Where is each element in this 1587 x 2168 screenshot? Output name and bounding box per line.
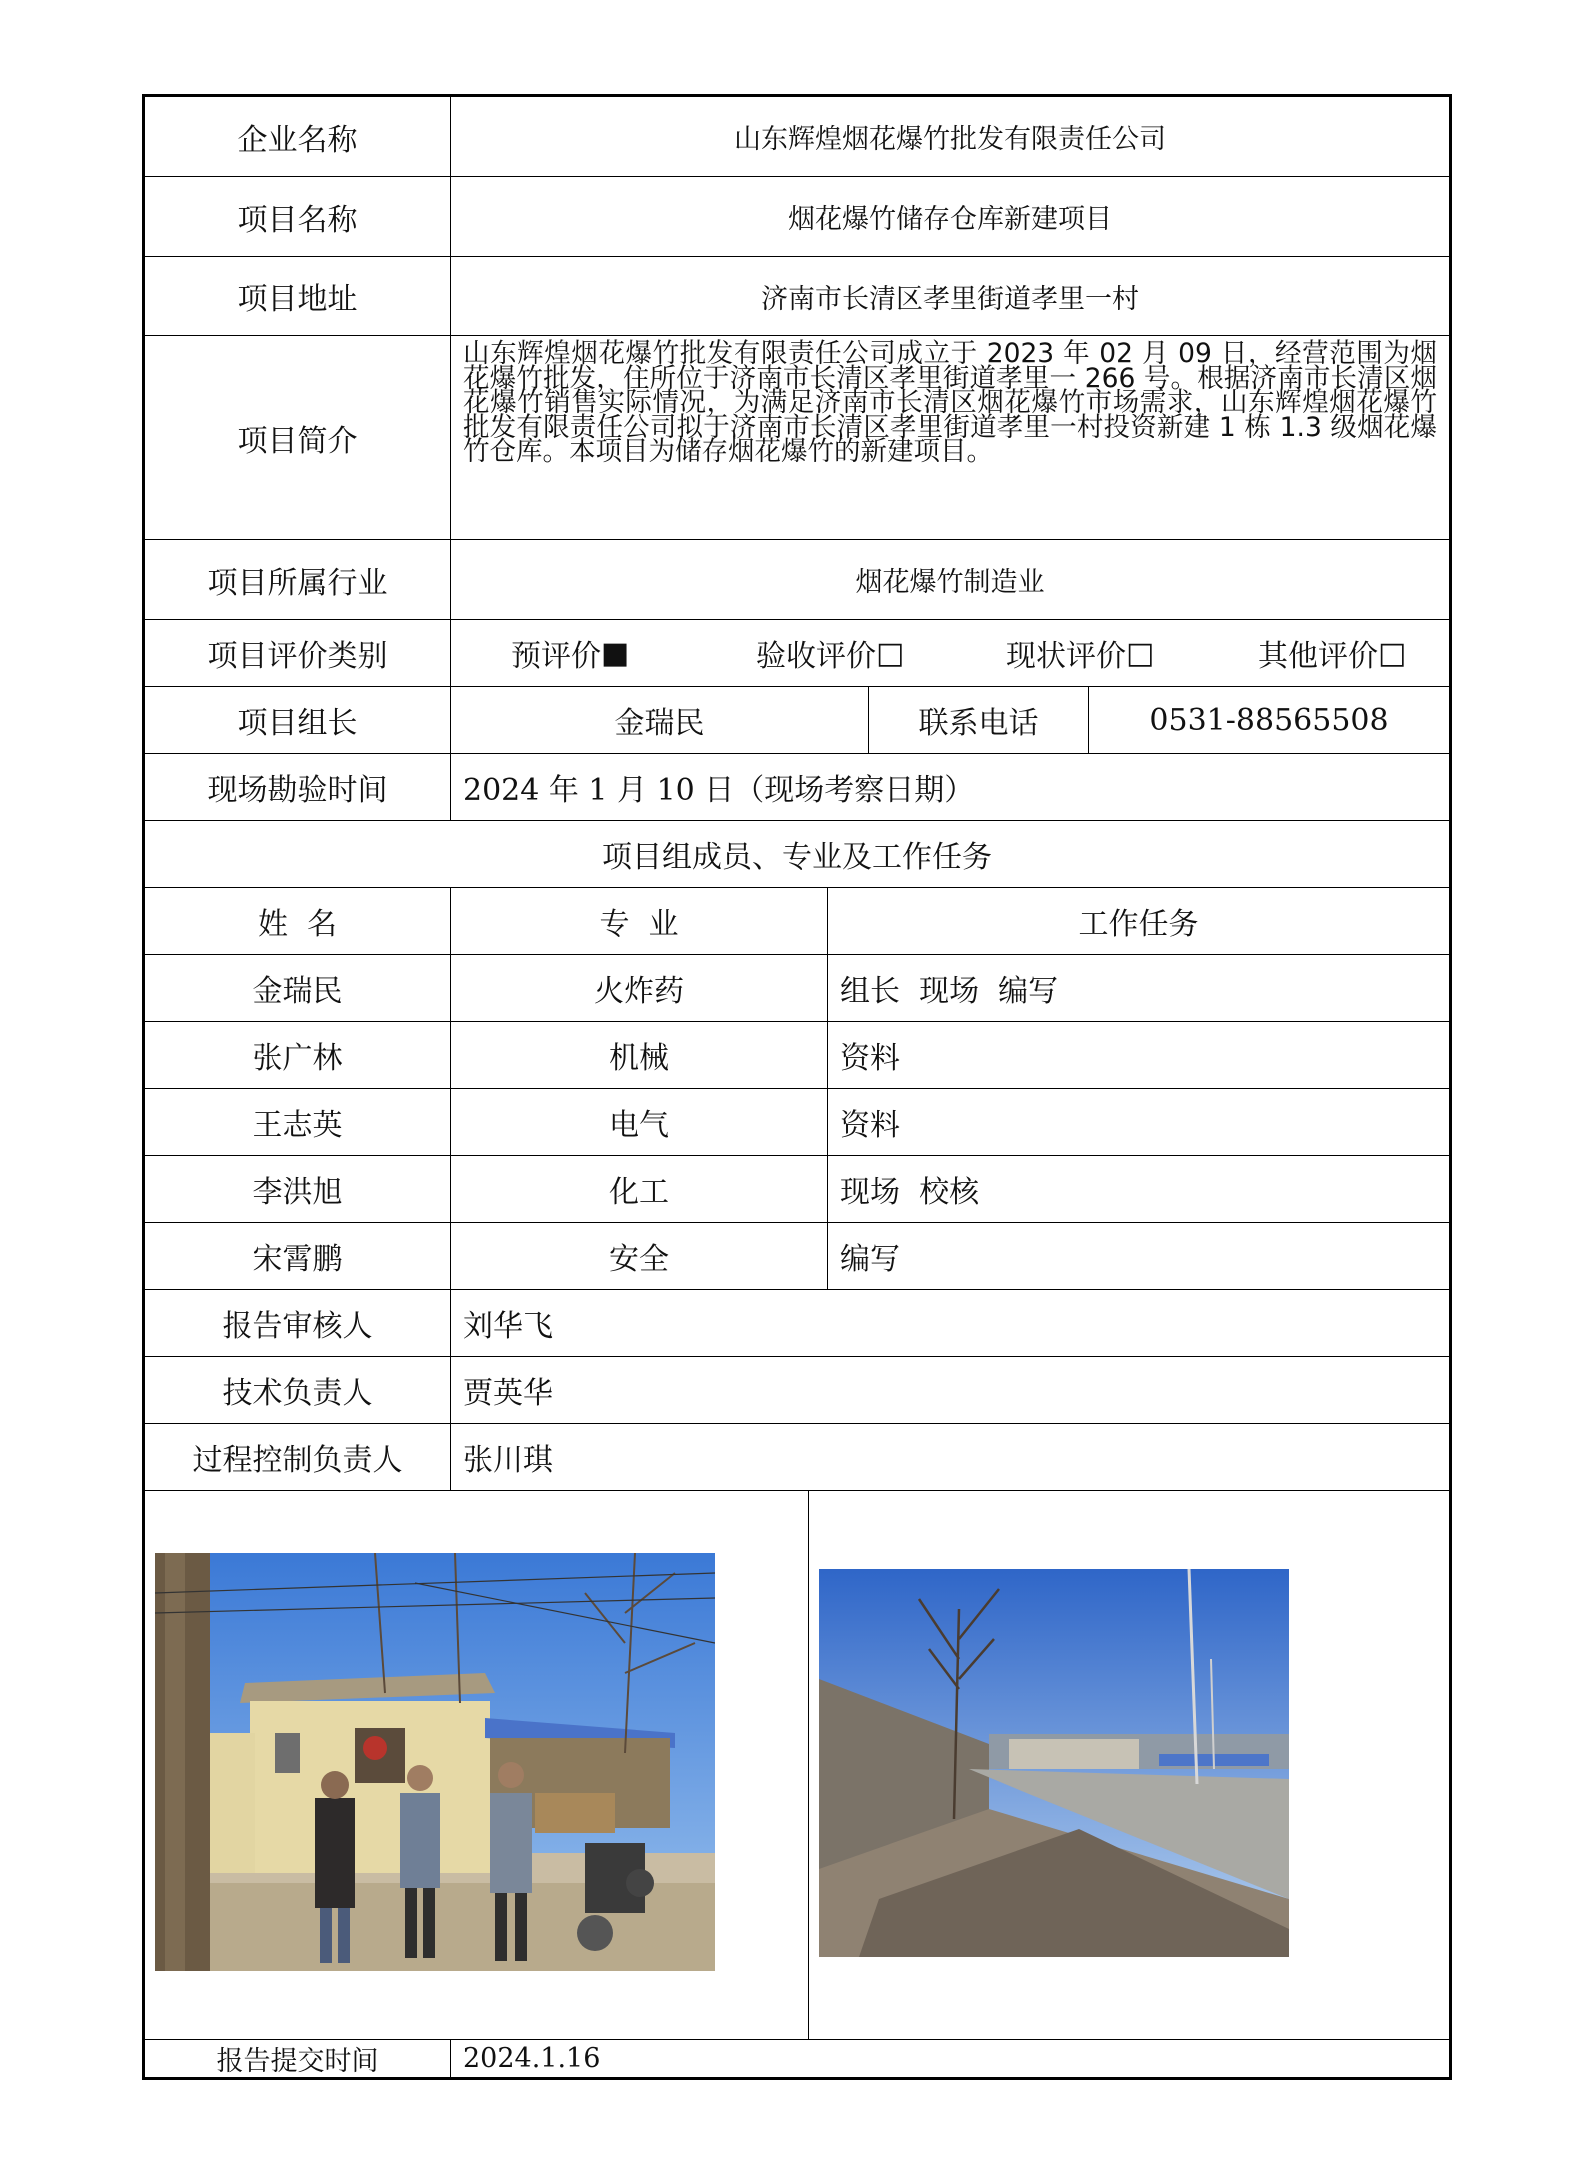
member-name: 张广林 bbox=[252, 1041, 343, 1076]
member-task: 资料 bbox=[827, 1022, 1449, 1088]
table-row bbox=[145, 1156, 1449, 1223]
member-task: 资料 bbox=[827, 1089, 1449, 1155]
row-project-name bbox=[145, 177, 1449, 257]
row-members-title bbox=[145, 821, 1449, 888]
member-task: 编写 bbox=[827, 1223, 1449, 1289]
header-major: 专 业 bbox=[450, 888, 827, 954]
submit-time-label: 报告提交时间 bbox=[216, 2046, 379, 2077]
option-other-evaluation-label: 其他评价 bbox=[1258, 639, 1378, 674]
member-name: 宋霄鹏 bbox=[252, 1242, 343, 1277]
row-project-address bbox=[145, 257, 1449, 336]
survey-time-value: 2024 年 1 月 10 日（现场考察日期） bbox=[450, 754, 1449, 820]
member-name: 王志英 bbox=[252, 1108, 343, 1143]
row-evaluation-type bbox=[145, 620, 1449, 687]
row-site-photos bbox=[145, 1491, 1449, 2040]
member-major: 化工 bbox=[450, 1156, 827, 1222]
row-reviewer bbox=[145, 1290, 1449, 1357]
project-address-value: 济南市长清区孝里街道孝里一村 bbox=[450, 257, 1449, 335]
company-name: 山东辉煌烟花爆竹批发有限责任公司 bbox=[450, 97, 1449, 176]
reviewer-label: 报告审核人 bbox=[222, 1309, 373, 1344]
table-row bbox=[145, 955, 1449, 1022]
table-row bbox=[145, 1089, 1449, 1156]
checkbox-filled-icon: ■ bbox=[601, 635, 630, 671]
option-pre-evaluation[interactable] bbox=[511, 620, 629, 686]
member-name: 李洪旭 bbox=[252, 1175, 343, 1210]
leader-label: 项目组长 bbox=[237, 706, 358, 741]
option-pre-evaluation-label: 预评价 bbox=[511, 639, 601, 674]
evaluation-type-label: 项目评价类别 bbox=[207, 639, 388, 674]
project-intro-text: 山东辉煌烟花爆竹批发有限责任公司成立于 2023 年 02 月 09 日，经营范围为烟花爆竹批发，住所位于济南市长清区孝里街道孝里一 266 号。根据济南市长清区烟花爆竹销售实际情况，为满足济南市长清区烟花爆竹市场需求，山东辉煌烟花爆竹批发有限责任公司拟于济南市长清区孝里街道孝里一村投资新建 1 栋 1.3 级烟花爆竹仓库。本项目为储存烟花爆竹的新建项目。 bbox=[450, 336, 1449, 539]
photo-cell-right bbox=[808, 1491, 1449, 2039]
phone-value: 0531-88565508 bbox=[1088, 687, 1449, 753]
member-major: 安全 bbox=[450, 1223, 827, 1289]
project-name-label: 项目名称 bbox=[237, 202, 358, 238]
header-name: 姓 名 bbox=[257, 907, 338, 942]
phone-label: 联系电话 bbox=[868, 687, 1088, 753]
option-acceptance-evaluation[interactable] bbox=[756, 620, 904, 686]
survey-time-label: 现场勘验时间 bbox=[207, 773, 388, 808]
process-lead-value: 张川琪 bbox=[450, 1424, 1449, 1490]
industry-label: 项目所属行业 bbox=[207, 565, 388, 601]
company-label: 企业名称 bbox=[237, 122, 358, 158]
row-survey-time bbox=[145, 754, 1449, 821]
tech-lead-label: 技术负责人 bbox=[222, 1376, 373, 1411]
member-task: 现场 校核 bbox=[827, 1156, 1449, 1222]
row-tech-lead bbox=[145, 1357, 1449, 1424]
site-photo-road bbox=[819, 1569, 1289, 1957]
checkbox-empty-icon: □ bbox=[876, 635, 905, 671]
site-photo-team bbox=[155, 1553, 715, 1971]
evaluation-type-options bbox=[450, 620, 1449, 686]
member-task: 组长 现场 编写 bbox=[827, 955, 1449, 1021]
row-industry bbox=[145, 540, 1449, 620]
project-name-value: 烟花爆竹储存仓库新建项目 bbox=[450, 177, 1449, 256]
table-row bbox=[145, 1022, 1449, 1089]
industry-value: 烟花爆竹制造业 bbox=[450, 540, 1449, 619]
row-company bbox=[145, 97, 1449, 177]
row-submit-time bbox=[145, 2040, 1449, 2077]
row-project-intro bbox=[145, 336, 1449, 540]
member-name: 金瑞民 bbox=[252, 974, 343, 1009]
row-process-lead bbox=[145, 1424, 1449, 1491]
project-address-label: 项目地址 bbox=[237, 282, 358, 317]
tech-lead-value: 贾英华 bbox=[450, 1357, 1449, 1423]
option-status-evaluation-label: 现状评价 bbox=[1006, 639, 1126, 674]
option-status-evaluation[interactable] bbox=[1006, 620, 1154, 686]
header-task: 工作任务 bbox=[827, 888, 1449, 954]
reviewer-value: 刘华飞 bbox=[450, 1290, 1449, 1356]
member-major: 电气 bbox=[450, 1089, 827, 1155]
members-header-row bbox=[145, 888, 1449, 955]
evaluation-form bbox=[142, 94, 1452, 2080]
member-major: 机械 bbox=[450, 1022, 827, 1088]
members-section-title: 项目组成员、专业及工作任务 bbox=[602, 840, 992, 875]
row-leader bbox=[145, 687, 1449, 754]
process-lead-label: 过程控制负责人 bbox=[192, 1443, 403, 1478]
project-intro-label: 项目简介 bbox=[237, 423, 358, 459]
table-row bbox=[145, 1223, 1449, 1290]
leader-name: 金瑞民 bbox=[450, 687, 868, 753]
member-major: 火炸药 bbox=[450, 955, 827, 1021]
option-acceptance-evaluation-label: 验收评价 bbox=[756, 639, 876, 674]
photo-cell-left bbox=[145, 1491, 808, 2039]
checkbox-empty-icon: □ bbox=[1126, 635, 1155, 671]
option-other-evaluation[interactable] bbox=[1258, 620, 1406, 686]
submit-time-value: 2024.1.16 bbox=[450, 2040, 1449, 2077]
checkbox-empty-icon: □ bbox=[1378, 635, 1407, 671]
